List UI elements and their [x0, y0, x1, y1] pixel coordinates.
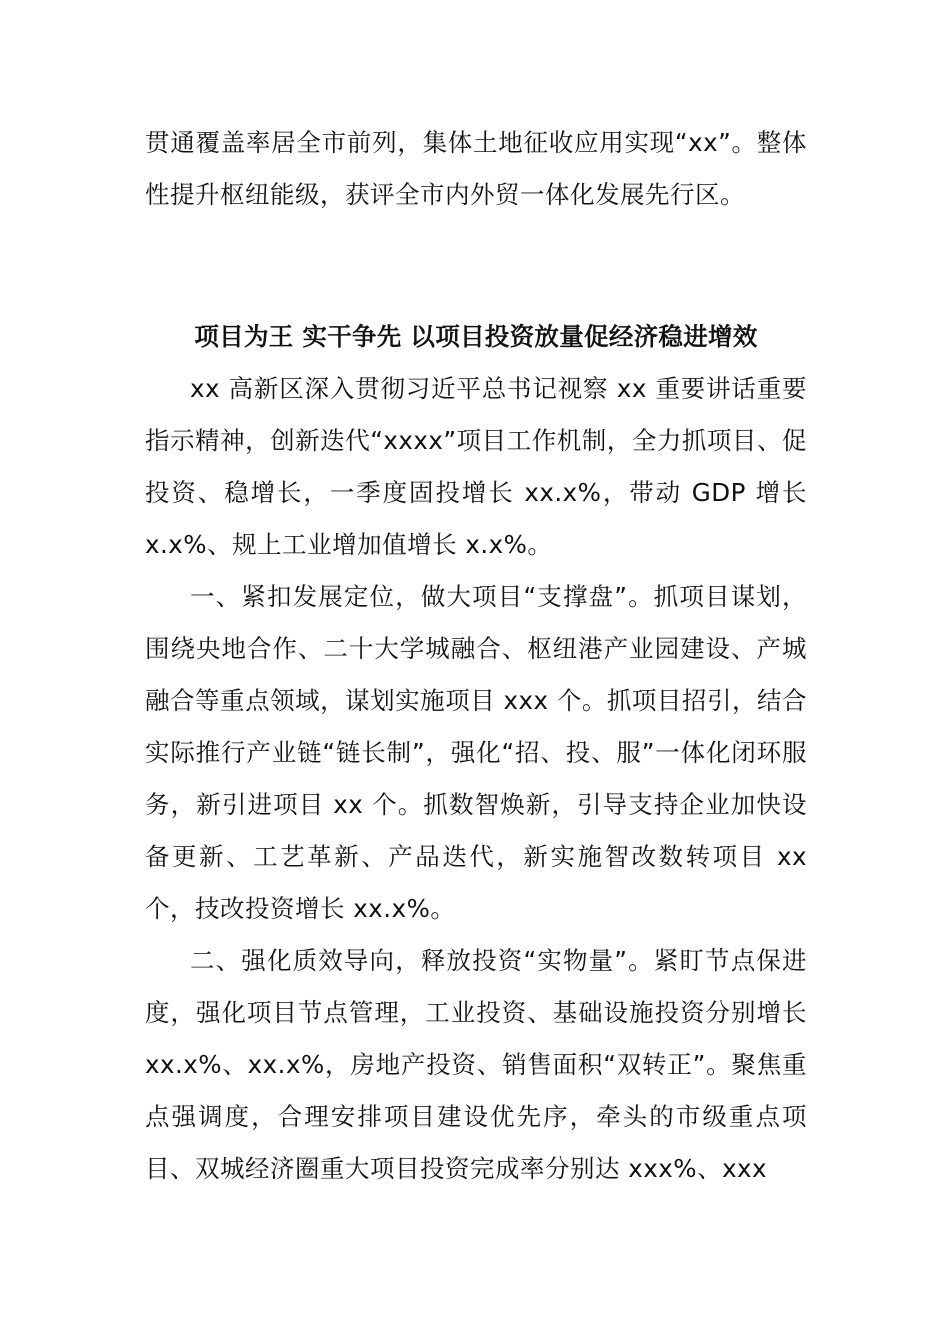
article-body — [145, 363, 807, 1195]
article-title: 项目为王 实干争先 以项目投资放量促经济稳进增效 — [194, 322, 758, 351]
intro-paragraph: 贯通覆盖率居全市前列，集体土地征收应用实现“xx”。整体性提升枢纽能级，获评全市内外贸一体化发展先行区。 — [145, 128, 807, 209]
body-paragraph-1: xx 高新区深入贯彻习近平总书记视察 xx 重要讲话重要指示精神，创新迭代“xxxx”项目工作机制，全力抓项目、促投资、稳增长，一季度固投增长 xx.x%，带动 GDP 增长 x.x%、规上工业增加值增长 x.x%。 — [145, 374, 807, 559]
body-paragraph-3: 二、强化质效导向，释放投资“实物量”。紧盯节点保进度，强化项目节点管理，工业投资、基础设施投资分别增长 xx.x%、xx.x%，房地产投资、销售面积“双转正”。聚焦重点强调度，合理安排项目建设优先序，牵头的市级重点项目、双城经济圈重大项目投资完成率分别达 xxx%、xxx — [145, 946, 807, 1183]
intro-paragraph-block — [145, 117, 807, 221]
body-paragraph-2: 一、紧扣发展定位，做大项目“支撑盘”。抓项目谋划，围绕央地合作、二十大学城融合、枢纽港产业园建设、产城融合等重点领域，谋划实施项目 xxx 个。抓项目招引，结合实际推行产业链“链长制”，强化“招、投、服”一体化闭环服务，新引进项目 xx 个。抓数智焕新，引导支持企业加快设备更新、工艺革新、产品迭代，新实施智改数转项目 xx 个，技改投资增长 xx.x%。 — [145, 582, 807, 923]
